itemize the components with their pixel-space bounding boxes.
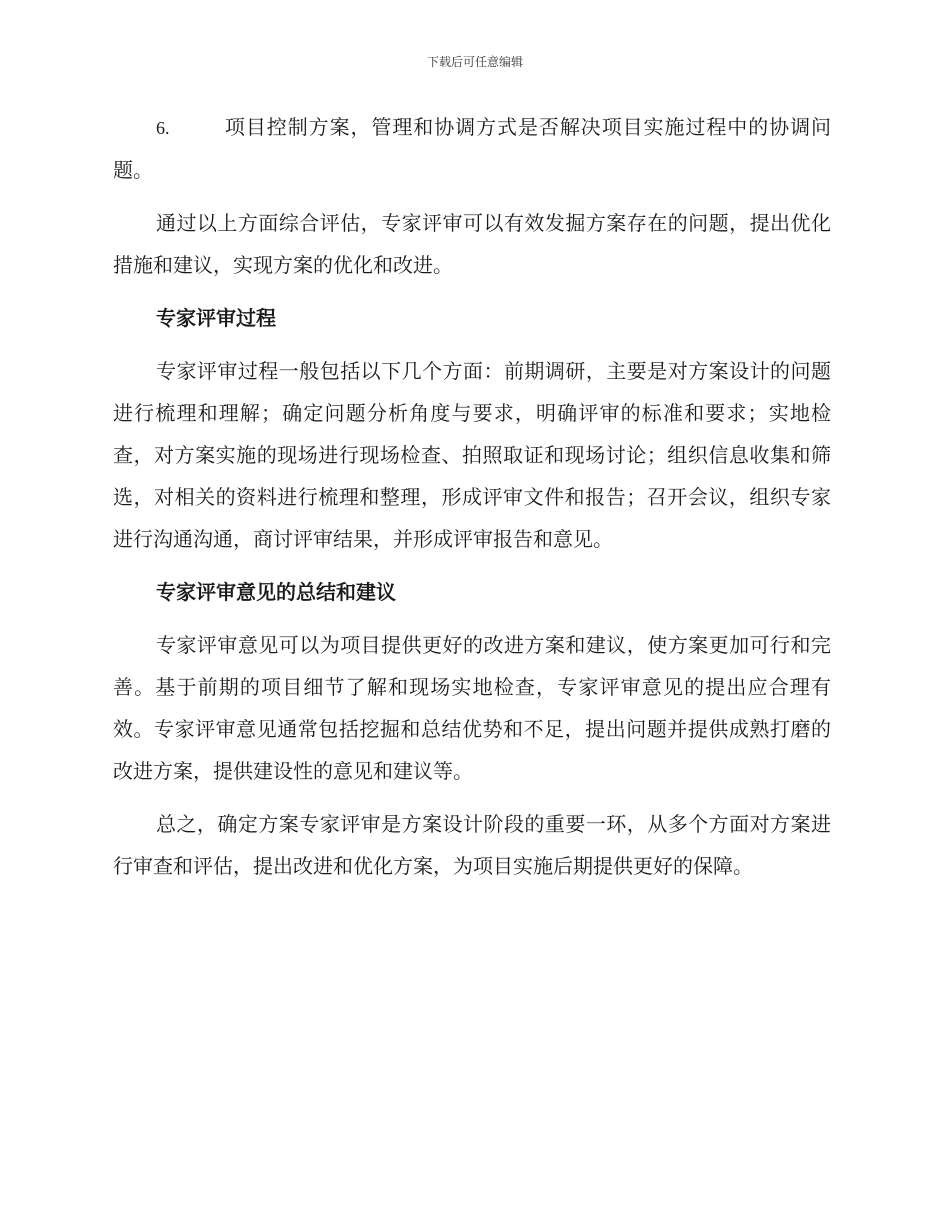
opinion-paragraph: 专家评审意见可以为项目提供更好的改进方案和建议，使方案更加可行和完善。基于前期的项目细节了解和现场实地检查，专家评审意见的提出应合理有效。专家评审意见通常包括挖掘和总结优势和不足，提出问题并提供成熟打磨的改进方案，提供建设性的意见和建议等。 xyxy=(113,633,831,783)
list-item-text: 项目控制方案，管理和协调方式是否解决项目实施过程中的协调问题。 xyxy=(113,115,831,182)
conclusion-paragraph: 总之，确定方案专家评审是方案设计阶段的重要一环，从多个方面对方案进行审查和评估，提出改进和优化方案，为项目实施后期提供更好的保障。 xyxy=(113,812,831,878)
page-header: 下载后可任意编辑 xyxy=(426,55,523,69)
summary-paragraph: 通过以上方面综合评估，专家评审可以有效发掘方案存在的问题，提出优化措施和建议，实现方案的优化和改进。 xyxy=(113,211,831,277)
document-body xyxy=(113,106,831,898)
section-heading-opinion: 专家评审意见的总结和建议 xyxy=(156,580,396,604)
section-heading-process: 专家评审过程 xyxy=(156,306,276,330)
list-item-6 xyxy=(113,106,831,191)
process-paragraph: 专家评审过程一般包括以下几个方面：前期调研，主要是对方案设计的问题进行梳理和理解；确定问题分析角度与要求，明确评审的标准和要求；实地检查，对方案实施的现场进行现场检查、拍照取证和现场讨论；组织信息收集和筛选，对相关的资料进行梳理和整理，形成评审文件和报告；召开会议，组织专家进行沟通沟通，商讨评审结果，并形成评审报告和意见。 xyxy=(113,359,831,551)
list-item-number: 6. xyxy=(156,118,170,138)
